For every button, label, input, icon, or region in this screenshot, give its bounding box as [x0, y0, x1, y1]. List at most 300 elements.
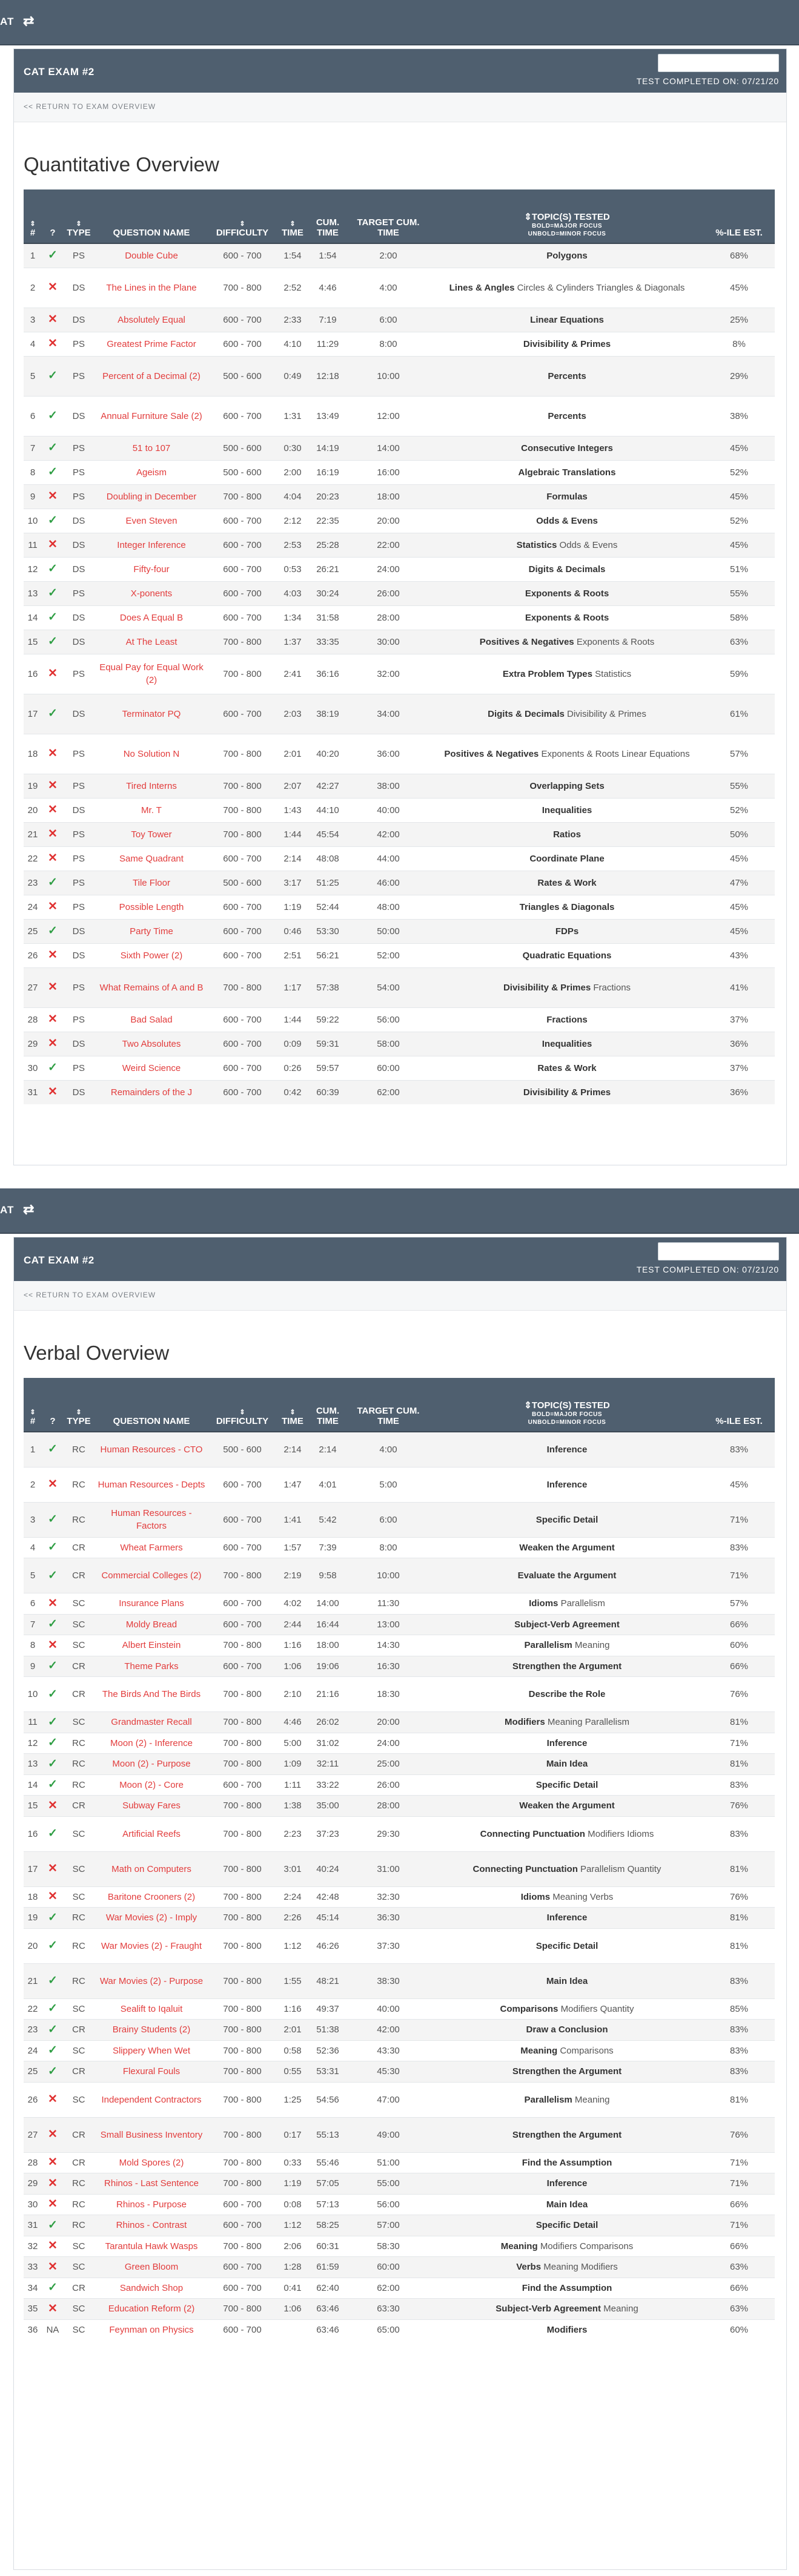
col-header-difficulty[interactable] [209, 189, 276, 243]
cum-time: 36:16 [310, 654, 346, 694]
question-name-link[interactable]: Rhinos - Contrast [94, 2215, 209, 2236]
question-type: PS [64, 1007, 94, 1032]
table-row [24, 2152, 775, 2173]
difficulty: 600 - 700 [209, 332, 276, 356]
question-name-link[interactable]: No Solution N [94, 734, 209, 774]
topics-cell [431, 1677, 703, 1712]
topics-cell [431, 846, 703, 871]
exam-title: CAT EXAM #2 [24, 1254, 94, 1266]
question-name-link[interactable]: Subway Fares [94, 1796, 209, 1817]
checkmark-icon: ✓ [48, 369, 58, 382]
question-name-link[interactable]: At The Least [94, 630, 209, 654]
question-name-link[interactable]: Fifty-four [94, 557, 209, 581]
cum-time: 14:19 [310, 436, 346, 460]
question-name-link[interactable]: Albert Einstein [94, 1635, 209, 1656]
question-name-link[interactable]: Math on Computers [94, 1851, 209, 1886]
checkmark-icon: ✓ [48, 1715, 58, 1728]
major-topic: Modifiers [505, 1717, 545, 1728]
row-number: 27 [24, 2117, 42, 2152]
col-header-type[interactable] [64, 189, 94, 243]
arrows-swap-icon[interactable]: ⇄ [23, 1202, 35, 1217]
table-row [24, 268, 775, 308]
topics-cell [431, 581, 703, 605]
time: 1:55 [276, 1963, 310, 1998]
table-row [24, 308, 775, 332]
major-topic: Weaken the Argument [519, 1800, 615, 1811]
target-cum-time: 24:00 [346, 557, 431, 581]
arrows-swap-icon[interactable]: ⇄ [23, 13, 35, 28]
topics-cell [431, 436, 703, 460]
table-row [24, 533, 775, 557]
question-type: PS [64, 243, 94, 268]
question-name-link[interactable]: Moon (2) - Inference [94, 1733, 209, 1754]
target-cum-time: 34:00 [346, 694, 431, 734]
table-row [24, 2082, 775, 2117]
question-name-link[interactable]: Annual Furniture Sale (2) [94, 396, 209, 436]
target-cum-time: 60:00 [346, 1056, 431, 1080]
topics-cell [431, 557, 703, 581]
target-cum-time: 32:30 [346, 1886, 431, 1908]
table-row [24, 581, 775, 605]
return-to-overview-link[interactable]: << RETURN TO EXAM OVERVIEW [24, 1291, 156, 1299]
col-header-status [42, 1378, 64, 1432]
difficulty: 600 - 700 [209, 308, 276, 332]
x-mark-icon: ✕ [48, 1638, 58, 1652]
status-cell [42, 895, 64, 919]
question-name-link[interactable]: Bad Salad [94, 1007, 209, 1032]
target-cum-time: 57:00 [346, 2215, 431, 2236]
table-row [24, 1796, 775, 1817]
major-topic: Positives & Negatives [444, 748, 539, 759]
target-cum-time: 28:00 [346, 605, 431, 630]
sort-arrows-icon[interactable]: ⇕ [290, 1409, 296, 1416]
question-name-link[interactable]: Flexural Fouls [94, 2061, 209, 2083]
target-cum-time: 56:00 [346, 1007, 431, 1032]
x-mark-icon: ✕ [48, 900, 58, 913]
question-name-link[interactable]: Moldy Bread [94, 1614, 209, 1635]
cum-time: 22:35 [310, 509, 346, 533]
topics-cell [431, 1056, 703, 1080]
checkmark-icon: ✓ [48, 1541, 58, 1554]
question-name-link[interactable]: War Movies (2) - Purpose [94, 1963, 209, 1998]
x-mark-icon: ✕ [48, 1013, 58, 1026]
major-topic: Digits & Decimals [488, 708, 565, 719]
status-cell [42, 798, 64, 822]
row-number: 26 [24, 943, 42, 967]
time: 2:00 [276, 460, 310, 484]
time: 1:19 [276, 895, 310, 919]
target-cum-time: 22:00 [346, 533, 431, 557]
question-name-link[interactable]: Theme Parks [94, 1656, 209, 1677]
top-nav-bar [0, 1188, 799, 1234]
difficulty: 700 - 800 [209, 1712, 276, 1733]
major-topic: Idioms [529, 1598, 559, 1609]
question-name-link[interactable]: War Movies (2) - Fraught [94, 1928, 209, 1963]
percentile: 81% [703, 1712, 775, 1733]
question-name-link[interactable]: Moon (2) - Core [94, 1774, 209, 1796]
table-row [24, 2278, 775, 2299]
question-name-link[interactable]: Toy Tower [94, 822, 209, 846]
question-type: CR [64, 2278, 94, 2299]
sort-arrows-icon[interactable]: ⇕ [30, 220, 36, 228]
question-name-link[interactable]: Sealift to Iqaluit [94, 1998, 209, 2020]
col-header-time[interactable] [276, 1378, 310, 1432]
question-name-link[interactable]: Rhinos - Purpose [94, 2194, 209, 2215]
topics-cell [431, 2020, 703, 2041]
major-topic: Main Idea [546, 1975, 588, 1986]
percentile: 57% [703, 1593, 775, 1615]
question-name-link[interactable]: Remainders of the J [94, 1080, 209, 1104]
target-cum-time: 18:00 [346, 484, 431, 509]
difficulty: 700 - 800 [209, 2299, 276, 2320]
time: 3:17 [276, 871, 310, 895]
percentile: 63% [703, 630, 775, 654]
major-topic: Rates & Work [537, 1062, 597, 1073]
status-cell [42, 268, 64, 308]
target-cum-time: 40:00 [346, 798, 431, 822]
table-row [24, 1712, 775, 1733]
question-name-link[interactable]: Independent Contractors [94, 2082, 209, 2117]
table-row [24, 1432, 775, 1467]
header-input-box[interactable] [658, 54, 779, 72]
sort-arrows-icon[interactable]: ⇕ [239, 1409, 245, 1416]
major-topic: Polygons [546, 250, 588, 261]
difficulty: 700 - 800 [209, 1851, 276, 1886]
top-nav-bar [0, 0, 799, 45]
question-type: RC [64, 1733, 94, 1754]
topics-cell [431, 2152, 703, 2173]
topics-cell [431, 356, 703, 396]
minor-topic: Meaning Parallelism [547, 1717, 629, 1728]
question-name-link[interactable]: Tarantula Hawk Wasps [94, 2236, 209, 2257]
percentile: 45% [703, 436, 775, 460]
table-row [24, 846, 775, 871]
cum-time: 58:25 [310, 2215, 346, 2236]
target-cum-time: 20:00 [346, 1712, 431, 1733]
percentile: 81% [703, 2082, 775, 2117]
table-row [24, 509, 775, 533]
cum-time: 11:29 [310, 332, 346, 356]
row-number: 17 [24, 1851, 42, 1886]
question-name-link[interactable]: War Movies (2) - Imply [94, 1908, 209, 1929]
percentile: 58% [703, 605, 775, 630]
major-topic: Exponents & Roots [525, 588, 609, 599]
row-number: 17 [24, 694, 42, 734]
cum-time: 18:00 [310, 1635, 346, 1656]
col-header-topics[interactable] [431, 189, 703, 243]
question-type: DS [64, 268, 94, 308]
table-row [24, 1733, 775, 1754]
topics-cell [431, 1908, 703, 1929]
table-row [24, 1502, 775, 1537]
question-name-link[interactable]: Commercial Colleges (2) [94, 1558, 209, 1593]
time: 3:01 [276, 1851, 310, 1886]
topics-cell [431, 1080, 703, 1104]
minor-topic: Meaning Modifiers [543, 2262, 618, 2273]
sort-arrows-icon[interactable]: ⇕ [30, 1409, 36, 1416]
table-row [24, 1635, 775, 1656]
question-name-link[interactable]: Double Cube [94, 243, 209, 268]
time: 2:03 [276, 694, 310, 734]
col-header-type[interactable] [64, 1378, 94, 1432]
status-cell [42, 1754, 64, 1775]
difficulty: 700 - 800 [209, 2082, 276, 2117]
checkmark-icon: ✓ [48, 1827, 58, 1840]
checkmark-icon: ✓ [48, 2023, 58, 2036]
col-header-number[interactable] [24, 189, 42, 243]
question-name-link[interactable]: Human Resources - Depts [94, 1467, 209, 1502]
question-name-link[interactable]: Terminator PQ [94, 694, 209, 734]
time: 0:41 [276, 2278, 310, 2299]
checkmark-icon: ✓ [48, 707, 58, 720]
question-name-link[interactable]: The Birds And The Birds [94, 1677, 209, 1712]
cum-time: 26:02 [310, 1712, 346, 1733]
question-name-link[interactable]: Feynman on Physics [94, 2319, 209, 2340]
difficulty: 700 - 800 [209, 967, 276, 1007]
difficulty: 700 - 800 [209, 2061, 276, 2083]
question-name-link[interactable]: Equal Pay for Equal Work (2) [94, 654, 209, 694]
question-name-link[interactable]: Human Resources - Factors [94, 1502, 209, 1537]
question-name-link[interactable]: Education Reform (2) [94, 2299, 209, 2320]
row-number: 30 [24, 1056, 42, 1080]
time: 2:12 [276, 509, 310, 533]
col-header-number[interactable] [24, 1378, 42, 1432]
question-name-link[interactable]: Weird Science [94, 1056, 209, 1080]
topics-cell [431, 734, 703, 774]
time: 1:44 [276, 1007, 310, 1032]
checkmark-icon: ✓ [48, 1061, 58, 1074]
table-row [24, 774, 775, 798]
question-name-link[interactable]: X-ponents [94, 581, 209, 605]
percentile: 83% [703, 2061, 775, 2083]
question-name-link[interactable]: Moon (2) - Purpose [94, 1754, 209, 1775]
question-name-link[interactable]: 51 to 107 [94, 436, 209, 460]
major-topic: Main Idea [546, 2199, 588, 2210]
question-name-link[interactable]: Doubling in December [94, 484, 209, 509]
target-cum-time: 10:00 [346, 1558, 431, 1593]
status-cell [42, 630, 64, 654]
cum-time: 48:08 [310, 846, 346, 871]
percentile: 43% [703, 943, 775, 967]
status-cell [42, 2061, 64, 2083]
sort-arrows-icon[interactable]: ⇕ [76, 220, 82, 228]
question-name-link[interactable]: Two Absolutes [94, 1032, 209, 1056]
cum-time: 25:28 [310, 533, 346, 557]
question-name-link[interactable]: Mold Spores (2) [94, 2152, 209, 2173]
col-header-difficulty[interactable] [209, 1378, 276, 1432]
question-type: SC [64, 2236, 94, 2257]
section-title: Quantitative Overview [24, 153, 219, 176]
question-name-link[interactable]: Sandwich Shop [94, 2278, 209, 2299]
question-name-link[interactable]: Greatest Prime Factor [94, 332, 209, 356]
difficulty: 700 - 800 [209, 2236, 276, 2257]
sort-arrows-icon[interactable]: ⇕ [290, 220, 296, 228]
percentile: 45% [703, 1467, 775, 1502]
x-mark-icon: ✕ [48, 667, 58, 680]
col-header-time[interactable] [276, 189, 310, 243]
cum-time: 1:54 [310, 243, 346, 268]
topics-cell [431, 2257, 703, 2278]
question-name-link[interactable]: Slippery When Wet [94, 2040, 209, 2061]
question-name-link[interactable]: Artificial Reefs [94, 1816, 209, 1851]
question-name-link[interactable]: Same Quadrant [94, 846, 209, 871]
checkmark-icon: ✓ [48, 876, 58, 889]
percentile: 83% [703, 1963, 775, 1998]
question-name-link[interactable]: Possible Length [94, 895, 209, 919]
major-topic: Find the Assumption [522, 2157, 612, 2168]
major-topic: Positives & Negatives [479, 636, 574, 647]
question-name-link[interactable]: Green Bloom [94, 2257, 209, 2278]
question-name-link[interactable]: Even Steven [94, 509, 209, 533]
cum-time: 51:38 [310, 2020, 346, 2041]
question-name-link[interactable]: Party Time [94, 919, 209, 943]
time: 0:09 [276, 1032, 310, 1056]
time: 1:09 [276, 1754, 310, 1775]
percentile: 66% [703, 1614, 775, 1635]
header-label: TYPE [67, 1416, 91, 1426]
cum-time: 61:59 [310, 2257, 346, 2278]
question-name-link[interactable]: Ageism [94, 460, 209, 484]
question-name-link[interactable]: Wheat Farmers [94, 1537, 209, 1558]
status-cell [42, 2020, 64, 2041]
difficulty: 600 - 700 [209, 243, 276, 268]
question-name-link[interactable]: Integer Inference [94, 533, 209, 557]
difficulty: 700 - 800 [209, 2040, 276, 2061]
table-row [24, 967, 775, 1007]
time: 1:12 [276, 1928, 310, 1963]
percentile: 83% [703, 1816, 775, 1851]
status-cell [42, 2152, 64, 2173]
question-name-link[interactable]: Rhinos - Last Sentence [94, 2173, 209, 2195]
sort-arrows-icon[interactable]: ⇕ [76, 1409, 82, 1416]
topics-cell [431, 243, 703, 268]
difficulty: 700 - 800 [209, 1558, 276, 1593]
header-label: TYPE [67, 228, 91, 238]
topics-cell [431, 484, 703, 509]
question-type: PS [64, 484, 94, 509]
cum-time: 40:20 [310, 734, 346, 774]
app-title[interactable]: AT [0, 16, 15, 27]
time: 4:46 [276, 1712, 310, 1733]
row-number: 2 [24, 268, 42, 308]
major-topic: Digits & Decimals [528, 564, 606, 575]
topics-cell [431, 798, 703, 822]
question-name-link[interactable]: Tile Floor [94, 871, 209, 895]
return-to-overview-link[interactable]: << RETURN TO EXAM OVERVIEW [24, 102, 156, 111]
target-cum-time: 65:00 [346, 2319, 431, 2340]
row-number: 14 [24, 605, 42, 630]
difficulty: 700 - 800 [209, 2020, 276, 2041]
table-row [24, 1007, 775, 1032]
header-label: QUESTION NAME [113, 1416, 190, 1426]
col-header-status [42, 189, 64, 243]
target-cum-time: 18:30 [346, 1677, 431, 1712]
row-number: 18 [24, 734, 42, 774]
question-type: PS [64, 734, 94, 774]
major-topic: Statistics [516, 539, 557, 550]
col-header-topics[interactable] [431, 1378, 703, 1432]
target-cum-time: 46:00 [346, 871, 431, 895]
question-name-link[interactable]: What Remains of A and B [94, 967, 209, 1007]
question-name-link[interactable]: The Lines in the Plane [94, 268, 209, 308]
table-row [24, 1056, 775, 1080]
difficulty: 700 - 800 [209, 630, 276, 654]
question-name-link[interactable]: Tired Interns [94, 774, 209, 798]
topics-cell [431, 895, 703, 919]
checkmark-icon: ✓ [48, 1443, 58, 1456]
percentile: 66% [703, 2194, 775, 2215]
checkmark-icon: ✓ [48, 1569, 58, 1582]
question-name-link[interactable]: Brainy Students (2) [94, 2020, 209, 2041]
question-name-link[interactable]: Small Business Inventory [94, 2117, 209, 2152]
topics-cell [431, 1593, 703, 1615]
difficulty: 600 - 700 [209, 1032, 276, 1056]
table-row [24, 1963, 775, 1998]
percentile: 36% [703, 1080, 775, 1104]
header-label: %-ILE EST. [715, 1416, 763, 1426]
time: 2:01 [276, 734, 310, 774]
return-bar [14, 93, 786, 122]
percentile: 76% [703, 1886, 775, 1908]
major-topic: Linear Equations [530, 314, 604, 325]
question-name-link[interactable]: Absolutely Equal [94, 308, 209, 332]
question-type: DS [64, 943, 94, 967]
cum-time: 16:44 [310, 1614, 346, 1635]
time: 2:52 [276, 268, 310, 308]
cum-time: 19:06 [310, 1656, 346, 1677]
percentile: 85% [703, 1998, 775, 2020]
cum-time: 57:05 [310, 2173, 346, 2195]
cum-time: 62:40 [310, 2278, 346, 2299]
time: 2:44 [276, 1614, 310, 1635]
question-name-link[interactable]: Baritone Crooners (2) [94, 1886, 209, 1908]
question-name-link[interactable]: Insurance Plans [94, 1593, 209, 1615]
app-title[interactable]: AT [0, 1204, 15, 1216]
sort-arrows-icon[interactable]: ⇕ [239, 220, 245, 228]
question-name-link[interactable]: Sixth Power (2) [94, 943, 209, 967]
question-name-link[interactable]: Does A Equal B [94, 605, 209, 630]
header-label: TARGET CUM. TIME [357, 1406, 420, 1426]
status-cell [42, 2117, 64, 2152]
percentile: 76% [703, 1796, 775, 1817]
target-cum-time: 37:30 [346, 1928, 431, 1963]
difficulty: 600 - 700 [209, 557, 276, 581]
row-number: 5 [24, 1558, 42, 1593]
question-name-link[interactable]: Human Resources - CTO [94, 1432, 209, 1467]
header-input-box[interactable] [658, 1242, 779, 1260]
status-cell [42, 1635, 64, 1656]
question-name-link[interactable]: Mr. T [94, 798, 209, 822]
question-name-link[interactable]: Percent of a Decimal (2) [94, 356, 209, 396]
question-type: PS [64, 654, 94, 694]
topics-cell [431, 1796, 703, 1817]
row-number: 7 [24, 1614, 42, 1635]
time: 1:37 [276, 630, 310, 654]
row-number: 25 [24, 2061, 42, 2083]
row-number: 21 [24, 822, 42, 846]
question-name-link[interactable]: Grandmaster Recall [94, 1712, 209, 1733]
major-topic: Divisibility & Primes [523, 1087, 611, 1098]
difficulty: 600 - 700 [209, 2215, 276, 2236]
major-topic: Divisibility & Primes [523, 338, 611, 349]
x-mark-icon: ✕ [48, 747, 58, 760]
topics-cell [431, 2215, 703, 2236]
status-cell [42, 694, 64, 734]
topics-cell [431, 1432, 703, 1467]
cum-time: 45:14 [310, 1908, 346, 1929]
cum-time: 60:39 [310, 1080, 346, 1104]
target-cum-time: 25:00 [346, 1754, 431, 1775]
